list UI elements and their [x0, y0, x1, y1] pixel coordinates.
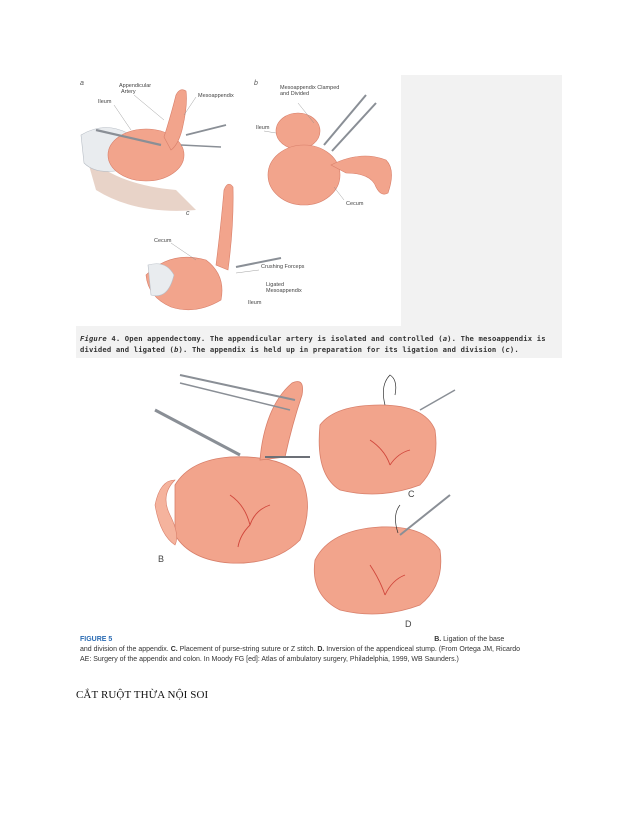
- needle-holder-D: [400, 495, 450, 535]
- label-clamped: Mesoappendix Clamped: [280, 85, 340, 91]
- needle-holder-C: [420, 390, 455, 410]
- label-ligated-meso: Mesoappendix: [266, 288, 302, 294]
- label-mesoappendix-a: Mesoappendix: [198, 93, 234, 99]
- fig5-line2-end: Inversion of the appendiceal stump. (From Ortega JM, Ricardo: [324, 646, 521, 653]
- panel-D-letter: D: [405, 619, 412, 629]
- panel-c-letter: c: [186, 210, 190, 217]
- label-crushing-forceps: Crushing Forceps: [261, 264, 305, 270]
- caption-line2-mid: ). The appendix is held up in preparation for its ligation and division (: [178, 345, 506, 354]
- panel-B: [155, 375, 310, 564]
- figure-4-illustration: [76, 75, 562, 326]
- cecum-B: [175, 457, 308, 563]
- label-appendicular: Appendicular: [119, 83, 152, 89]
- label-cecum-c: Cecum: [154, 238, 172, 244]
- label-divided: and Divided: [280, 91, 310, 97]
- caption-b: b: [174, 345, 179, 354]
- label-ileum-b: Ileum: [256, 125, 270, 131]
- fig5-line2-mid: Placement of purse-string suture or Z stitch.: [177, 646, 318, 653]
- caption-a: a: [442, 334, 448, 343]
- caption-c: c: [505, 345, 510, 354]
- fig5-line2-c: C.: [170, 646, 178, 653]
- figure-4: [76, 75, 562, 358]
- panel-b-letter: b: [254, 80, 258, 87]
- panel-C-letter: C: [408, 489, 415, 499]
- caption-line2: divided and ligated (: [80, 345, 175, 354]
- ileum-b: [276, 113, 320, 149]
- figure-5: [80, 365, 558, 665]
- fig5-caption-line3: AE: Surgery of the appendix and colon. In Moody FG [ed]: Atlas of ambulatory surgery, Philadelphia, 1999, WB Saunders.): [80, 656, 459, 663]
- cecum-b: [268, 145, 340, 205]
- caption-line1-end: ). The mesoappendix is: [447, 334, 546, 343]
- caption-figure-word: Figure: [80, 334, 107, 343]
- ileum-B: [155, 480, 177, 545]
- panel-a-letter: a: [80, 80, 84, 87]
- suture-C: [383, 375, 395, 405]
- caption-line2-end: ).: [509, 345, 519, 354]
- panel-C: [319, 375, 455, 499]
- section-heading: CẮT RUỘT THỪA NỘI SOI: [76, 689, 209, 701]
- caption-figure-number: 4: [111, 334, 116, 343]
- label-artery: Artery: [121, 89, 136, 95]
- label-cecum-b: Cecum: [346, 201, 364, 207]
- fig5-line2-d: D.: [317, 646, 325, 653]
- fig5-caption-line2: [80, 645, 558, 655]
- figure-5-illustration: [80, 365, 558, 635]
- fig5-lead-end: B.: [434, 636, 442, 643]
- label-ligated: Ligated: [266, 282, 285, 288]
- fig5-label: FIGURE 5: [80, 636, 113, 643]
- label-ileum-a: Ileum: [98, 99, 112, 105]
- label-ileum-c: Ileum: [248, 300, 262, 306]
- fig5-lead-text: Ligation of the base: [441, 636, 505, 643]
- figure-4-caption: [80, 333, 560, 355]
- panel-D: [314, 495, 450, 629]
- cecum-C: [319, 405, 436, 494]
- fig5-line2-pre: and division of the appendix.: [80, 646, 171, 653]
- panel-B-letter: B: [158, 554, 165, 564]
- figure-5-caption: [80, 635, 558, 665]
- scissors-B: [155, 410, 240, 455]
- caption-line1: . Open appendectomy. The appendicular artery is isolated and controlled (: [115, 334, 443, 343]
- fig5-caption-line1: [80, 635, 558, 645]
- cecum-D: [314, 527, 441, 614]
